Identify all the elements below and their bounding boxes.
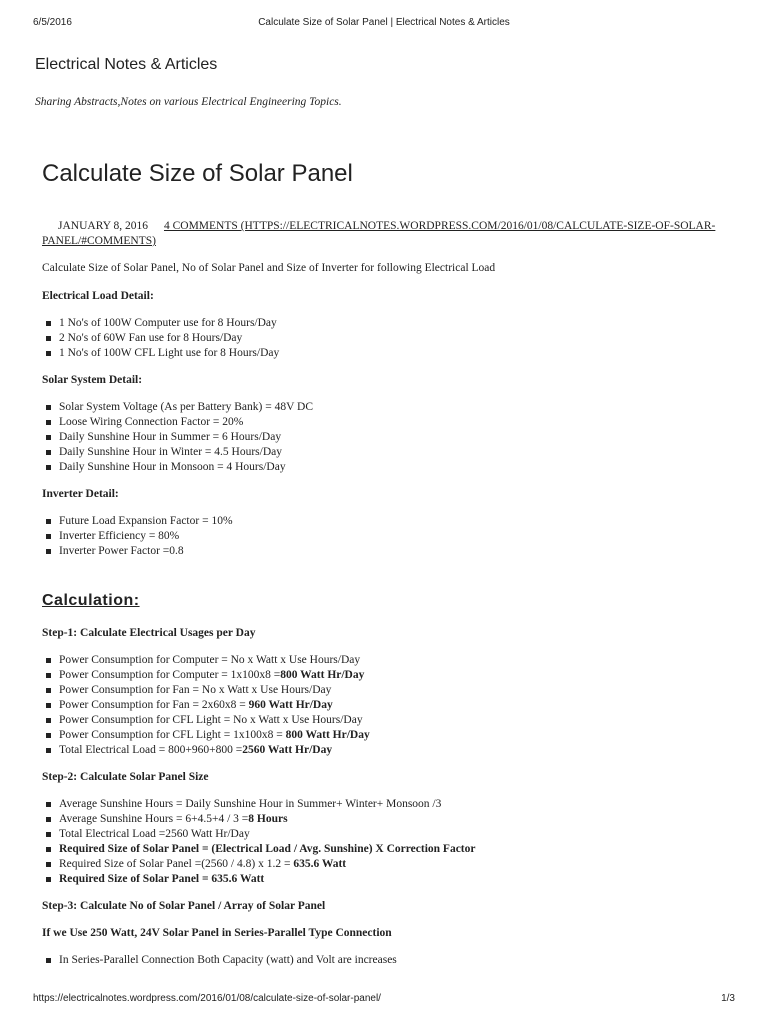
load-list bbox=[42, 316, 732, 361]
comments-link[interactable]: 4 COMMENTS (HTTPS://ELECTRICALNOTES.WORDPRESS.COM/2016/01/08/CALCULATE-SIZE-OF-SOLAR-PANEL/#COMMENTS) bbox=[42, 220, 716, 247]
post-content bbox=[42, 219, 732, 980]
load-heading: Electrical Load Detail: bbox=[42, 290, 154, 302]
print-header bbox=[0, 17, 768, 31]
list-item: Daily Sunshine Hour in Winter = 4.5 Hours/Day bbox=[42, 445, 732, 460]
list-item: Power Consumption for Fan = 2x60x8 = 960 Watt Hr/Day bbox=[42, 698, 732, 713]
list-item: Future Load Expansion Factor = 10% bbox=[42, 514, 732, 529]
print-footer bbox=[0, 993, 768, 1007]
list-item: Power Consumption for CFL Light = 1x100x8 = 800 Watt Hr/Day bbox=[42, 728, 732, 743]
list-item: Power Consumption for CFL Light = No x Watt x Use Hours/Day bbox=[42, 713, 732, 728]
list-item: Total Electrical Load = 800+960+800 =2560 Watt Hr/Day bbox=[42, 743, 732, 758]
step1-heading: Step-1: Calculate Electrical Usages per Day bbox=[42, 627, 256, 639]
inverter-list bbox=[42, 514, 732, 559]
list-item: Required Size of Solar Panel = (Electrical Load / Avg. Sunshine) X Correction Factor bbox=[42, 842, 732, 857]
solar-heading: Solar System Detail: bbox=[42, 374, 143, 386]
list-item: Inverter Power Factor =0.8 bbox=[42, 544, 732, 559]
post-date: JANUARY 8, 2016 bbox=[58, 220, 148, 232]
post-title: Calculate Size of Solar Panel bbox=[42, 160, 353, 187]
step3-list bbox=[42, 953, 732, 968]
step2-list bbox=[42, 797, 732, 887]
solar-list bbox=[42, 400, 732, 475]
print-page-title: Calculate Size of Solar Panel | Electrical Notes & Articles bbox=[258, 17, 510, 28]
page-number: 1/3 bbox=[721, 993, 735, 1004]
list-item: Average Sunshine Hours = Daily Sunshine Hour in Summer+ Winter+ Monsoon /3 bbox=[42, 797, 732, 812]
list-item: Total Electrical Load =2560 Watt Hr/Day bbox=[42, 827, 732, 842]
list-item: 1 No's of 100W Computer use for 8 Hours/Day bbox=[42, 316, 732, 331]
list-item: Loose Wiring Connection Factor = 20% bbox=[42, 415, 732, 430]
print-date: 6/5/2016 bbox=[33, 17, 72, 28]
step3-heading: Step-3: Calculate No of Solar Panel / Array of Solar Panel bbox=[42, 900, 326, 912]
list-item: Daily Sunshine Hour in Summer = 6 Hours/Day bbox=[42, 430, 732, 445]
list-item: In Series-Parallel Connection Both Capacity (watt) and Volt are increases bbox=[42, 953, 732, 968]
print-url: https://electricalnotes.wordpress.com/2016/01/08/calculate-size-of-solar-panel/ bbox=[33, 993, 381, 1004]
list-item: Daily Sunshine Hour in Monsoon = 4 Hours/Day bbox=[42, 460, 732, 475]
post-intro: Calculate Size of Solar Panel, No of Solar Panel and Size of Inverter for following Electrical Load bbox=[42, 262, 496, 274]
list-item: Inverter Efficiency = 80% bbox=[42, 529, 732, 544]
post-meta bbox=[42, 219, 732, 249]
step1-list bbox=[42, 653, 732, 758]
step3-sub-heading: If we Use 250 Watt, 24V Solar Panel in Series-Parallel Type Connection bbox=[42, 927, 392, 939]
site-title[interactable]: Electrical Notes & Articles bbox=[35, 56, 218, 73]
list-item: Average Sunshine Hours = 6+4.5+4 / 3 =8 Hours bbox=[42, 812, 732, 827]
list-item: 2 No's of 60W Fan use for 8 Hours/Day bbox=[42, 331, 732, 346]
calculation-heading: Calculation: bbox=[42, 592, 140, 609]
step2-heading: Step-2: Calculate Solar Panel Size bbox=[42, 771, 209, 783]
site-tagline: Sharing Abstracts,Notes on various Electrical Engineering Topics. bbox=[35, 96, 342, 108]
list-item: 1 No's of 100W CFL Light use for 8 Hours/Day bbox=[42, 346, 732, 361]
list-item: Power Consumption for Computer = 1x100x8 =800 Watt Hr/Day bbox=[42, 668, 732, 683]
inverter-heading: Inverter Detail: bbox=[42, 488, 119, 500]
list-item: Solar System Voltage (As per Battery Bank) = 48V DC bbox=[42, 400, 732, 415]
list-item: Required Size of Solar Panel =(2560 / 4.8) x 1.2 = 635.6 Watt bbox=[42, 857, 732, 872]
list-item: Required Size of Solar Panel = 635.6 Watt bbox=[42, 872, 732, 887]
list-item: Power Consumption for Computer = No x Watt x Use Hours/Day bbox=[42, 653, 732, 668]
list-item: Power Consumption for Fan = No x Watt x Use Hours/Day bbox=[42, 683, 732, 698]
